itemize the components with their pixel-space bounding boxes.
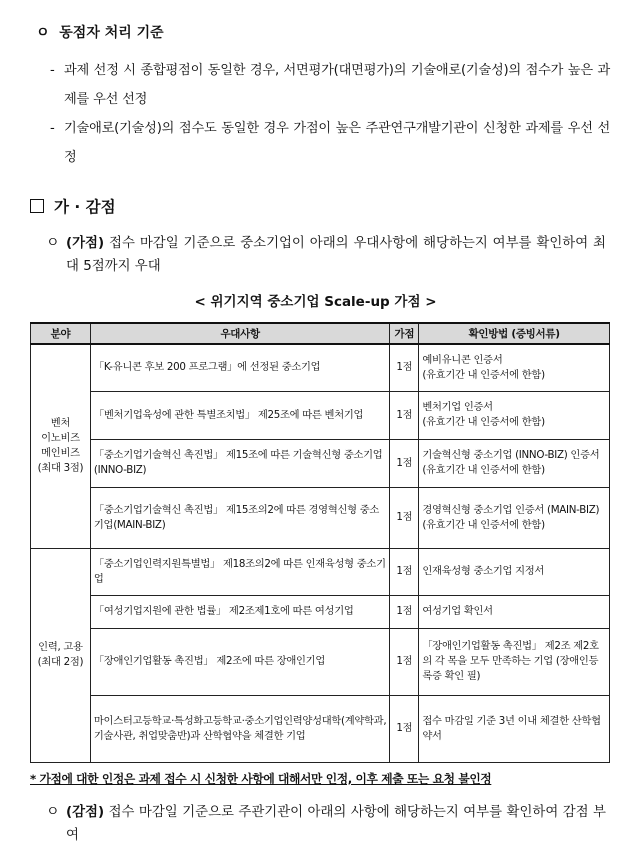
table-header-row <box>31 323 610 344</box>
criteria-cell: 「중소기업인력지원특별법」 제18조의2에 따른 인재육성형 중소기업 <box>90 548 389 595</box>
table-row <box>31 595 610 628</box>
penalty-paragraph <box>46 801 606 847</box>
points-cell: 1점 <box>390 695 419 762</box>
section-title: 가 · 감점 <box>30 195 116 217</box>
header-field: 분야 <box>31 323 91 344</box>
points-cell: 1점 <box>390 344 419 391</box>
points-cell: 1점 <box>390 391 419 439</box>
criteria-cell: 「벤처기업육성에 관한 특별조치법」 제25조에 따른 벤처기업 <box>90 391 389 439</box>
proof-cell: 접수 마감일 기준 3년 이내 체결한 산학협약서 <box>419 695 610 762</box>
tie-rule-item-2: - 기술애로(기술성)의 점수도 동일한 경우 가점이 높은 주관연구개발기관이 신청한 과제를 우선 선정 <box>50 114 610 172</box>
table-row <box>31 344 610 391</box>
group-field: 벤처 이노비즈 메인비즈 (최대 3점) <box>31 344 91 548</box>
table-row <box>31 628 610 695</box>
table-row <box>31 439 610 487</box>
header-points: 가점 <box>390 323 419 344</box>
proof-cell: 벤처기업 인증서 (유효기간 내 인증서에 한함) <box>419 391 610 439</box>
proof-cell: 「장애인기업활동 촉진법」 제2조 제2호의 각 목을 모두 만족하는 기업 (장애인등록증 확인 필) <box>419 628 610 695</box>
penalty-label: (감점) <box>66 805 105 820</box>
bonus-table <box>30 322 610 763</box>
bonus-paragraph <box>46 232 606 278</box>
proof-cell: 여성기업 확인서 <box>419 595 610 628</box>
dash-icon: - <box>50 63 55 78</box>
criteria-cell: 마이스터고등학교·특성화고등학교·중소기업인력양성대학(계약학과, 기술사관, 취업맞춤반)과 산학협약을 체결한 기업 <box>90 695 389 762</box>
circle-bullet-icon: ㅇ <box>36 25 50 41</box>
checkbox-square-icon <box>30 199 44 213</box>
points-cell: 1점 <box>390 628 419 695</box>
circle-bullet-icon: ㅇ <box>46 235 60 251</box>
bonus-text: 접수 마감일 기준으로 중소기업이 아래의 우대사항에 해당하는지 여부를 확인하여 최대 5점까지 우대 <box>66 236 606 274</box>
header-criteria: 우대사항 <box>90 323 389 344</box>
tie-rule-title: 동점자 처리 기준 <box>59 25 164 41</box>
proof-cell: 인재육성형 중소기업 지정서 <box>419 548 610 595</box>
proof-cell: 경영혁신형 중소기업 인증서 (MAIN-BIZ)(유효기간 내 인증서에 한함) <box>419 487 610 548</box>
points-cell: 1점 <box>390 487 419 548</box>
table-row <box>31 391 610 439</box>
table-row <box>31 487 610 548</box>
proof-cell: 예비유니콘 인증서 (유효기간 내 인증서에 한함) <box>419 344 610 391</box>
table-title: < 위기지역 중소기업 Scale-up 가점 > <box>194 294 437 310</box>
criteria-cell: 「중소기업기술혁신 촉진법」 제15조의2에 따른 경영혁신형 중소기업(MAIN-BIZ) <box>90 487 389 548</box>
tie-rule-item-1: - 과제 선정 시 종합평점이 동일한 경우, 서면평가(대면평가)의 기술애로(기술성)의 점수가 높은 과제를 우선 선정 <box>50 56 610 114</box>
tie-rule-heading <box>36 22 164 42</box>
criteria-cell: 「장애인기업활동 촉진법」 제2조에 따른 장애인기업 <box>90 628 389 695</box>
proof-cell: 기술혁신형 중소기업 (INNO-BIZ) 인증서(유효기간 내 인증서에 한함) <box>419 439 610 487</box>
group-field: 인력, 고용 (최대 2점) <box>31 548 91 762</box>
criteria-cell: 「K-유니콘 후보 200 프로그램」에 선정된 중소기업 <box>90 344 389 391</box>
penalty-text: 접수 마감일 기준으로 주관기관이 아래의 사항에 해당하는지 여부를 확인하여 감점 부여 <box>66 805 606 843</box>
circle-bullet-icon: ㅇ <box>46 804 60 820</box>
points-cell: 1점 <box>390 548 419 595</box>
criteria-cell: 「여성기업지원에 관한 법률」 제2조제1호에 따른 여성기업 <box>90 595 389 628</box>
criteria-cell: 「중소기업기술혁신 촉진법」 제15조에 따른 기술혁신형 중소기업(INNO-BIZ) <box>90 439 389 487</box>
footnote: * 가점에 대한 인정은 과제 접수 시 신청한 사항에 대해서만 인정, 이후 제출 또는 요청 불인정 <box>30 772 492 786</box>
bonus-label: (가점) <box>66 236 105 251</box>
points-cell: 1점 <box>390 439 419 487</box>
points-cell: 1점 <box>390 595 419 628</box>
table-row <box>31 548 610 595</box>
dash-icon: - <box>50 121 55 136</box>
table-row <box>31 695 610 762</box>
header-proof: 확인방법 (증빙서류) <box>419 323 610 344</box>
